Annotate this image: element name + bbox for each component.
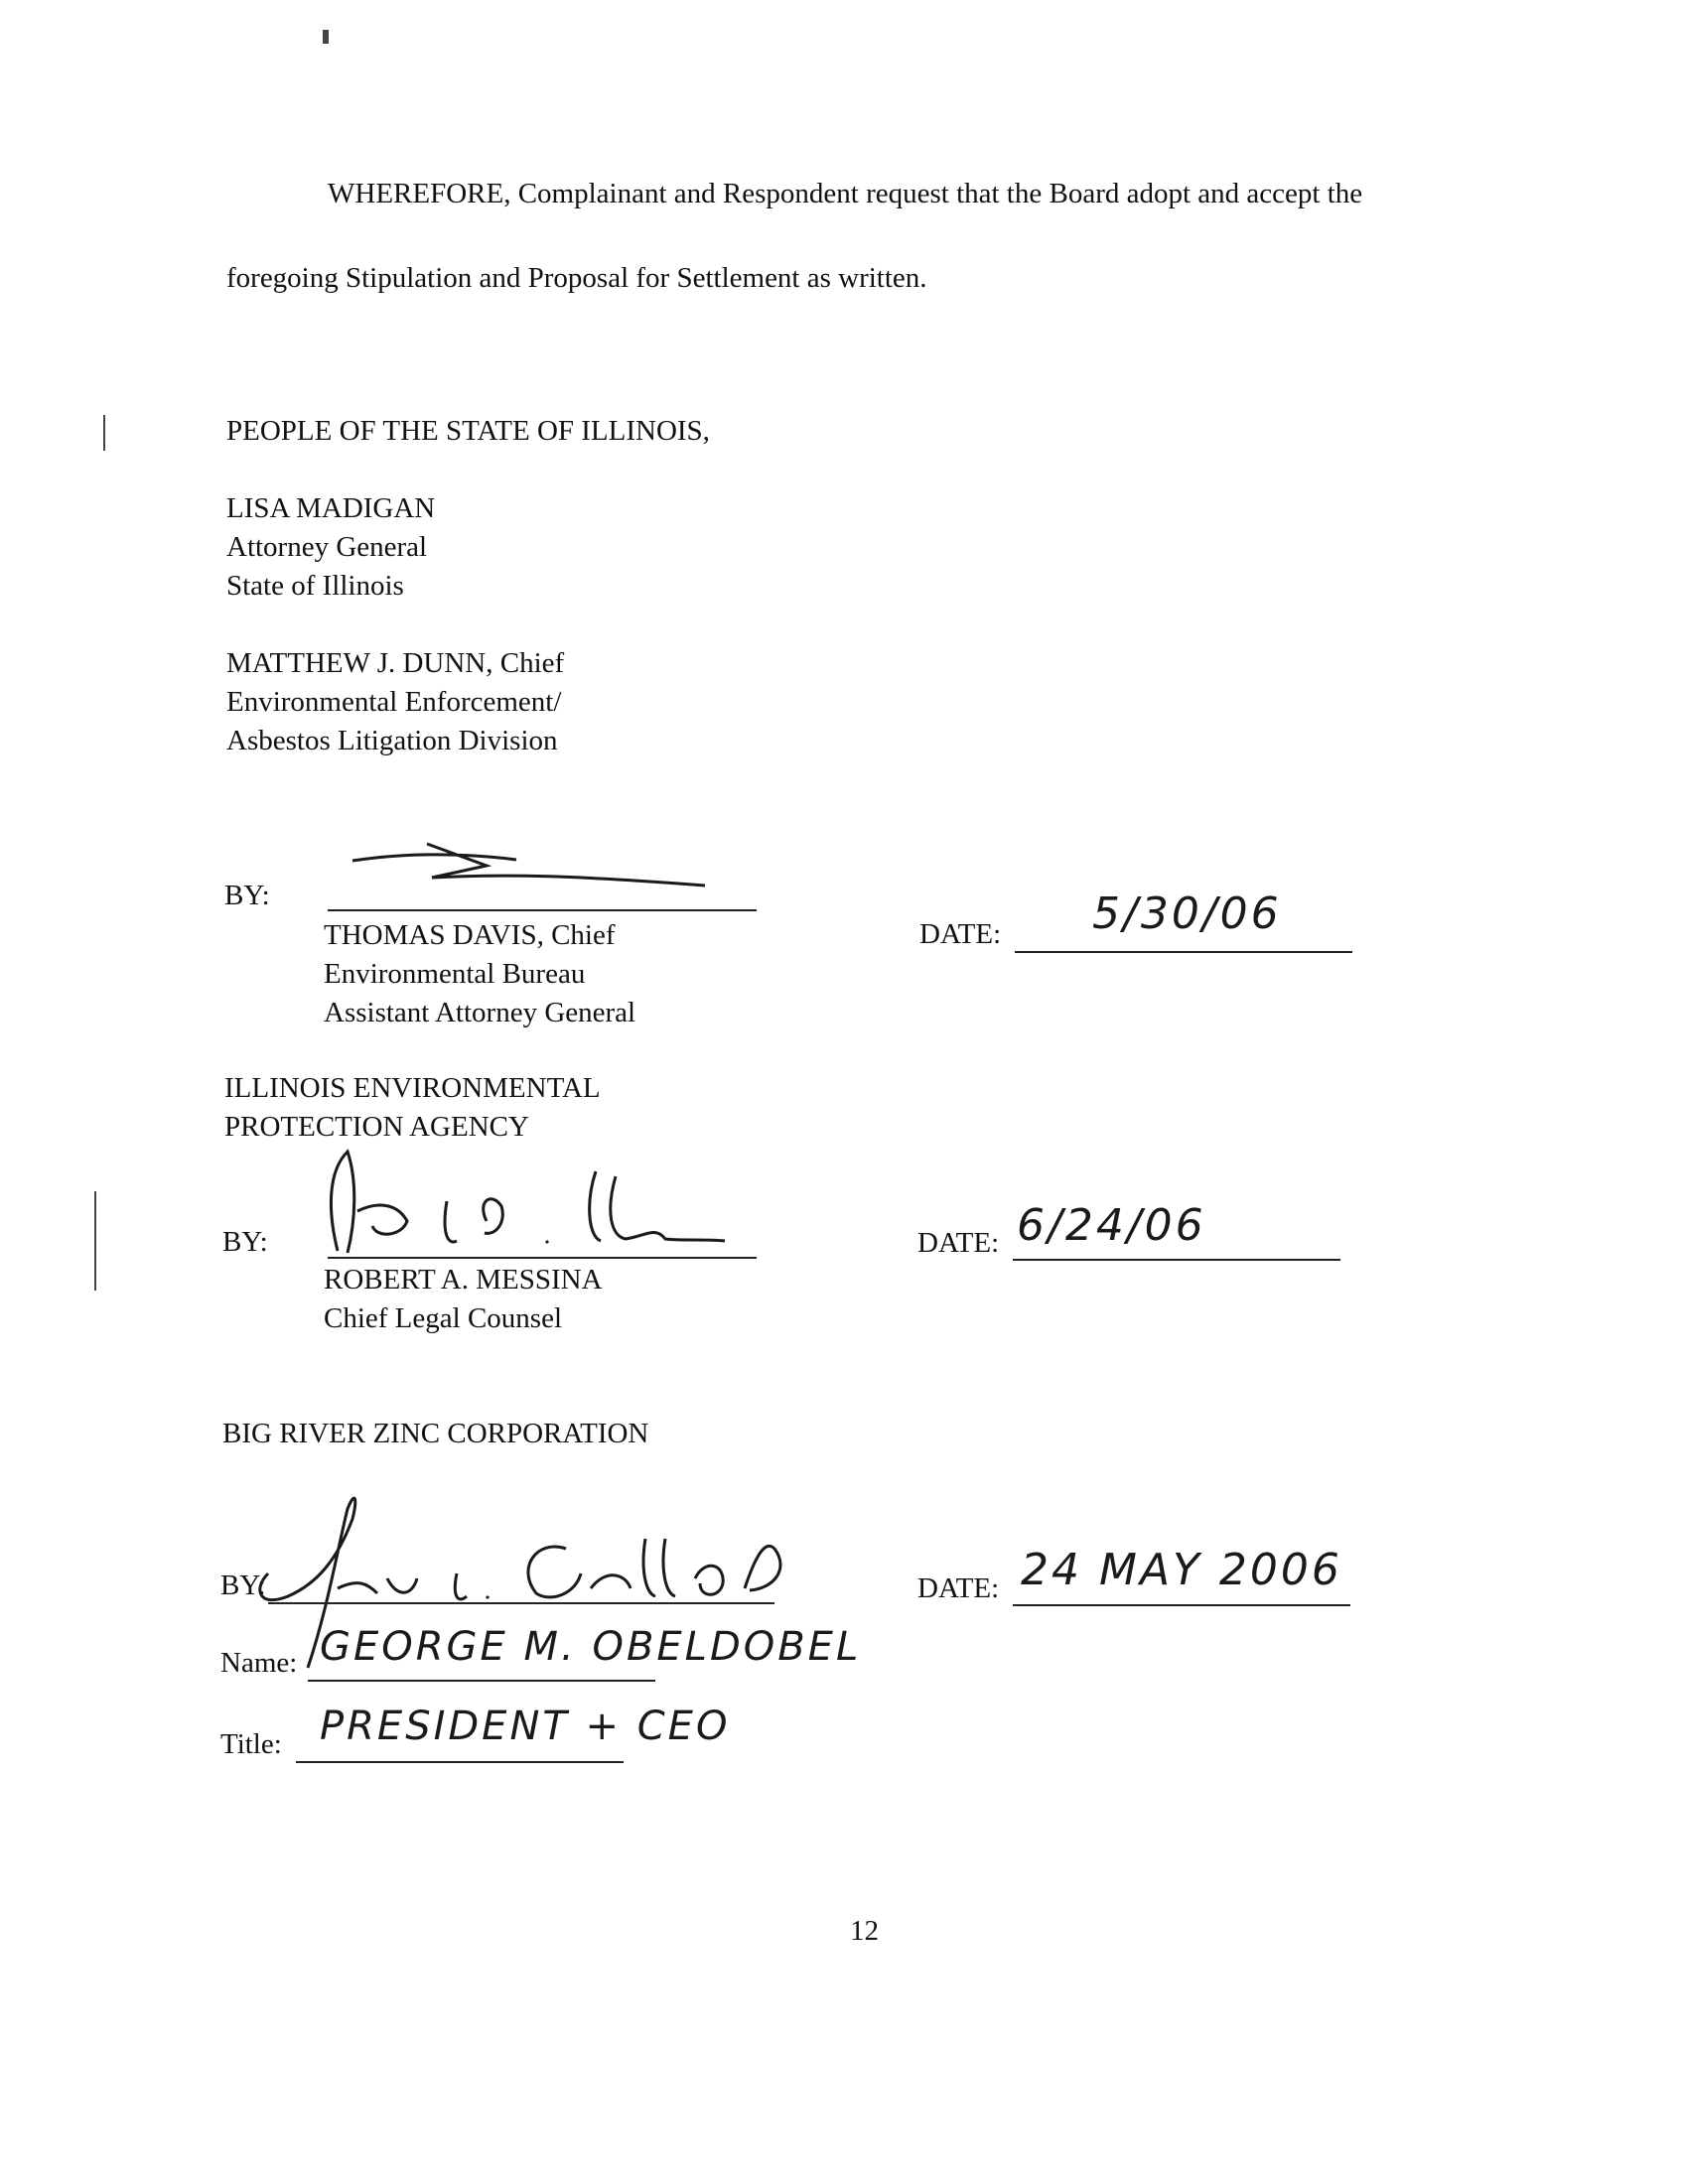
- bigriver-title-line: [296, 1761, 624, 1763]
- iepa-date-line: [1013, 1259, 1340, 1261]
- people-heading: PEOPLE OF THE STATE OF ILLINOIS,: [226, 415, 710, 447]
- bigriver-name-line: [308, 1680, 655, 1682]
- ag-title: Attorney General: [226, 531, 428, 563]
- people-signature-line: [328, 909, 757, 911]
- bigriver-name-label: Name:: [220, 1647, 298, 1679]
- bigriver-signature-line: [268, 1602, 774, 1604]
- bigriver-name-value: GEORGE M. OBELDOBEL: [320, 1624, 862, 1670]
- paragraph-line-2: foregoing Stipulation and Proposal for Settlement as written.: [226, 262, 927, 294]
- people-date-line: [1015, 951, 1352, 953]
- scan-mark: [103, 415, 105, 451]
- people-by-label: BY:: [224, 880, 270, 911]
- bigriver-title-label: Title:: [220, 1728, 282, 1760]
- iepa-date-value: 6/24/06: [1017, 1200, 1206, 1251]
- iepa-heading-2: PROTECTION AGENCY: [224, 1111, 529, 1143]
- iepa-signature-line: [328, 1257, 757, 1259]
- chief-division-2: Asbestos Litigation Division: [226, 725, 558, 756]
- bigriver-date-value: 24 MAY 2006: [1021, 1545, 1342, 1595]
- scan-mark: [323, 30, 329, 44]
- people-date-value: 5/30/06: [1092, 888, 1282, 939]
- iepa-date-label: DATE:: [917, 1227, 1000, 1259]
- chief-name: MATTHEW J. DUNN, Chief: [226, 647, 565, 679]
- davis-signature: [338, 836, 735, 895]
- bigriver-date-line: [1013, 1604, 1350, 1606]
- iepa-by-label: BY:: [222, 1226, 268, 1258]
- ag-state: State of Illinois: [226, 570, 404, 602]
- scan-mark: [94, 1191, 96, 1291]
- iepa-heading-1: ILLINOIS ENVIRONMENTAL: [224, 1072, 601, 1104]
- people-signer-bureau: Environmental Bureau: [324, 958, 586, 990]
- people-date-label: DATE:: [919, 918, 1002, 950]
- bigriver-by-label: BY:: [220, 1570, 266, 1601]
- chief-division-1: Environmental Enforcement/: [226, 686, 562, 718]
- iepa-signer-name: ROBERT A. MESSINA: [324, 1264, 603, 1296]
- bigriver-title-value: PRESIDENT + CEO: [320, 1704, 731, 1749]
- people-signer-name: THOMAS DAVIS, Chief: [324, 919, 616, 951]
- bigriver-heading: BIG RIVER ZINC CORPORATION: [222, 1418, 649, 1449]
- iepa-signer-title: Chief Legal Counsel: [324, 1302, 563, 1334]
- ag-name: LISA MADIGAN: [226, 492, 436, 524]
- messina-signature: [318, 1142, 735, 1261]
- people-signer-title: Assistant Attorney General: [324, 997, 636, 1028]
- page-number: 12: [850, 1915, 879, 1947]
- paragraph-line-1: WHEREFORE, Complainant and Respondent request that the Board adopt and accept the: [328, 178, 1363, 209]
- bigriver-date-label: DATE:: [917, 1572, 1000, 1604]
